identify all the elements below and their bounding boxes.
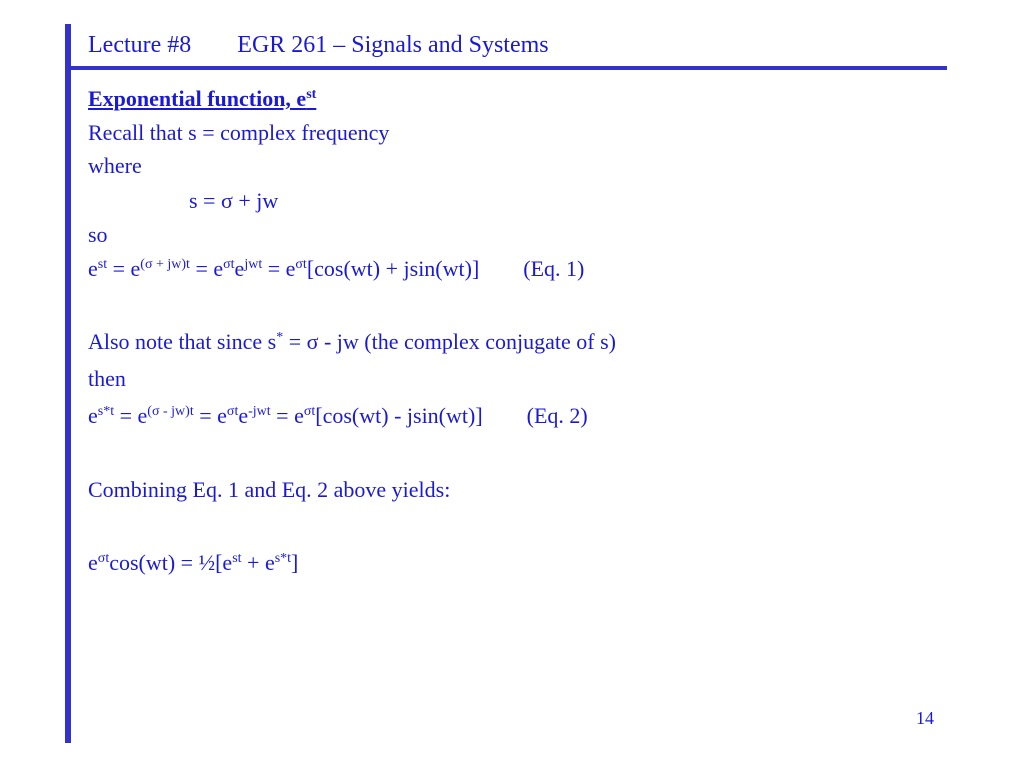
page-number: 14 [916,708,934,728]
recall-line: Recall that s = complex frequency [88,120,390,145]
slide-header [88,32,549,59]
combining-line: Combining Eq. 1 and Eq. 2 above yields: [88,477,451,502]
conjugate-note: Also note that since s* = σ - jw (the complex conjugate of s) [88,329,616,354]
then-line: then [88,366,126,391]
course-title: EGR 261 – Signals and Systems [237,32,549,58]
result-equation: $e^{\sigma t}\cos(wt)$ = $\frac{1}{2}[e^{st} + e^{s*t}]$ [88,550,299,575]
lecture-number: Lecture #8 [88,32,192,58]
header-rule [65,66,947,70]
left-rule [65,24,71,743]
equation-1: $e^{st} = e^{(\sigma + jw)t} = e^{\sigma t}e^{jwt} = e^{\sigma t}[\cos(wt) + jsin(wt)]$ (Eq. 1) [88,256,585,281]
where-line: where [88,153,142,178]
s-definition: s = σ + jw [189,188,279,213]
equation-2: $e^{s*t} = e^{(\sigma - jw)t} = e^{\sigma t}e^{-jwt} = e^{\sigma t}[\cos(wt) - jsin(wt)]$ (Eq. 2) [88,403,588,428]
section-heading: Exponential function, $e^{st}$ [88,86,317,111]
so-line: so [88,222,108,247]
equation-2-label: (Eq. 2) [526,403,588,428]
equation-1-label: (Eq. 1) [523,256,585,281]
